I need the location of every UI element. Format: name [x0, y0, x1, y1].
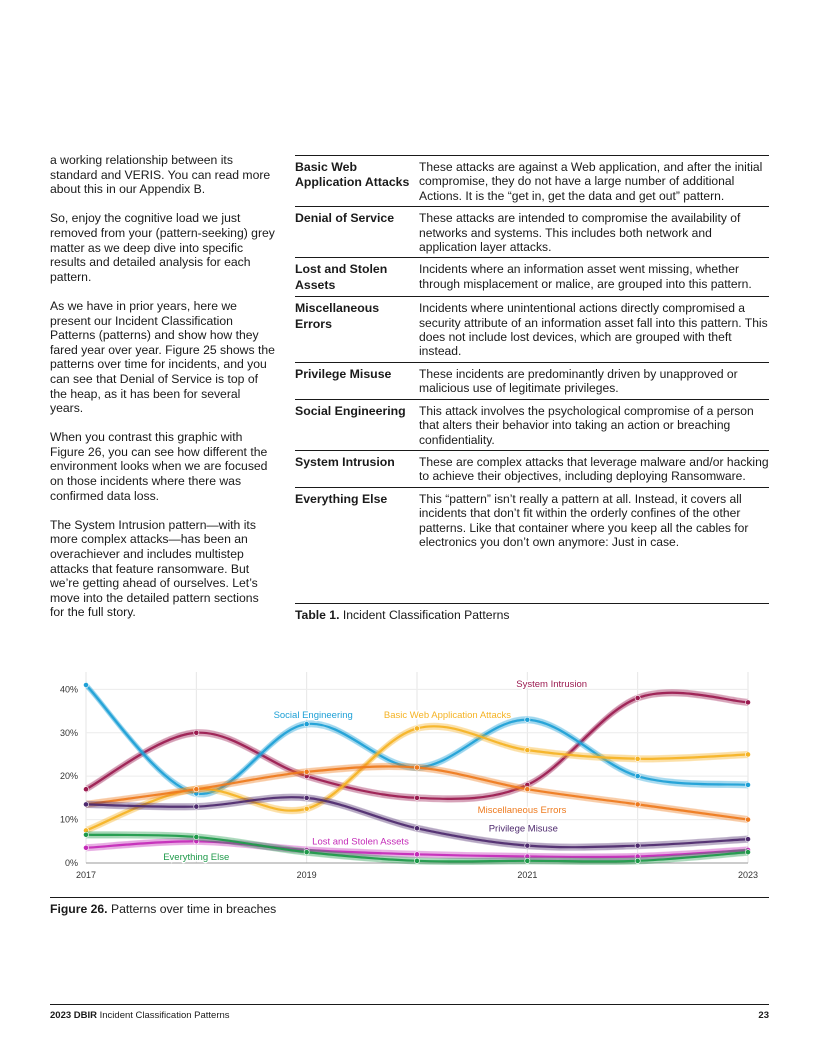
table-caption-text: Incident Classification Patterns: [339, 608, 510, 622]
data-point: [745, 700, 750, 705]
y-tick-label: 10%: [59, 814, 78, 825]
paragraph: The System Intrusion pattern—with its more complex attacks—has been an overachiever and includes multistep attacks that feature ransomware. But we’re getting ahead of ourselves. Let’s move into the detailed pattern sections for the full story.: [50, 517, 259, 620]
data-point: [635, 695, 640, 700]
series-label: Basic Web Application Attacks: [383, 710, 511, 722]
pattern-description: This attack involves the psychological compromise of a person that alters their behavior into taking an action or breaching confidentiality.: [419, 403, 754, 447]
data-point: [414, 795, 419, 800]
data-point: [525, 787, 530, 792]
series-label: Everything Else: [163, 851, 230, 863]
data-point: [635, 858, 640, 863]
pattern-description: These incidents are predominantly driven by unapproved or malicious use of legitimate privileges.: [419, 366, 738, 396]
figure-caption: [50, 897, 769, 916]
classification-table: [295, 155, 769, 565]
data-point: [83, 845, 88, 850]
data-point: [525, 843, 530, 848]
table-row: [295, 156, 769, 207]
pattern-name: Lost and Stolen Assets: [295, 262, 388, 292]
pattern-description: These are complex attacks that leverage malware and/or hacking to achieve their objectives, including deploying Ransomware.: [419, 454, 769, 484]
table-row: [295, 451, 769, 488]
data-point: [194, 834, 199, 839]
footer-section: Incident Classification Patterns: [97, 1010, 230, 1021]
data-point: [194, 730, 199, 735]
table-row: [295, 258, 769, 297]
pattern-description: Incidents where unintentional actions directly compromised a security attribute of an information asset fall into this pattern. This does not include lost devices, which are grouped with theft instead.: [419, 301, 768, 359]
series-label: Miscellaneous Errors: [477, 805, 567, 817]
data-point: [414, 826, 419, 831]
y-tick-label: 20%: [59, 771, 78, 782]
data-point: [414, 852, 419, 857]
data-point: [194, 787, 199, 792]
figure-caption-label: Figure 26.: [50, 902, 108, 916]
x-tick-label: 2023: [737, 870, 759, 880]
data-point: [414, 765, 419, 770]
x-tick-label: 2017: [75, 870, 97, 880]
table-row: [295, 207, 769, 258]
y-tick-label: 0%: [64, 858, 78, 868]
data-point: [304, 806, 309, 811]
patterns-over-time-chart: [40, 666, 770, 898]
pattern-name: System Intrusion: [295, 454, 395, 469]
series-label: Lost and Stolen Assets: [312, 836, 409, 848]
data-point: [304, 769, 309, 774]
y-tick-label: 40%: [59, 684, 78, 695]
data-point: [745, 837, 750, 842]
body-text-column: [50, 153, 275, 635]
pattern-name: Social Engineering: [295, 403, 406, 418]
table-row: [295, 297, 769, 363]
data-point: [635, 843, 640, 848]
data-point: [745, 752, 750, 757]
data-point: [83, 802, 88, 807]
table-row: [295, 400, 769, 451]
data-point: [525, 717, 530, 722]
footer-title: [50, 1010, 230, 1021]
pattern-description: This “pattern” isn’t really a pattern at all. Instead, it covers all incidents that don’t fit within the orderly confines of the other patterns. Like that container where you keep all the cables for electronics you don’t own anymore: Just in case.: [419, 491, 749, 549]
data-point: [635, 756, 640, 761]
series-label: Privilege Misuse: [488, 823, 558, 835]
series-label: System Intrusion: [516, 678, 588, 690]
table-row: [295, 488, 769, 566]
data-point: [635, 774, 640, 779]
pattern-description: These attacks are intended to compromise the availability of networks and systems. This includes both network and application layer attacks.: [419, 211, 741, 255]
pattern-description: Incidents where an information asset went missing, whether through misplacement or malice, are grouped into this pattern.: [419, 262, 752, 291]
data-point: [745, 850, 750, 855]
paragraph: As we have in prior years, here we present our Incident Classification Patterns (patterns) and show how they fared year over year. Figure 25 shows the patterns over time for incidents, and you can see that Denial of Service is top of the heap, as it has been for several years.: [50, 298, 275, 416]
paragraph: When you contrast this graphic with Figure 26, you can see how different the environment looks when we are focused on those incidents where there was confirmed data loss.: [50, 430, 268, 503]
data-point: [745, 817, 750, 822]
paragraph: a working relationship between its standard and VERIS. You can read more about this in our Appendix B.: [50, 153, 271, 197]
table-row: [295, 363, 769, 400]
data-point: [304, 721, 309, 726]
data-point: [194, 804, 199, 809]
pattern-name: Miscellaneous Errors: [295, 301, 380, 331]
pattern-name: Basic Web Application Attacks: [295, 160, 410, 190]
page-number: 23: [758, 1010, 769, 1021]
pattern-name: Everything Else: [295, 491, 388, 506]
pattern-name: Privilege Misuse: [295, 366, 392, 381]
data-point: [414, 858, 419, 863]
data-point: [414, 726, 419, 731]
data-point: [525, 858, 530, 863]
data-point: [304, 795, 309, 800]
figure-caption-text: Patterns over time in breaches: [107, 902, 277, 916]
series-label: Social Engineering: [273, 710, 353, 722]
table-caption: [295, 603, 769, 622]
data-point: [304, 850, 309, 855]
data-point: [83, 787, 88, 792]
table-caption-label: Table 1.: [295, 608, 340, 622]
data-point: [635, 802, 640, 807]
pattern-name: Denial of Service: [295, 211, 395, 226]
footer-brand: 2023 DBIR: [50, 1010, 97, 1021]
paragraph: So, enjoy the cognitive load we just removed from your (pattern-seeking) grey matter as we deep dive into specific results and detailed analysis for each pattern.: [50, 211, 275, 284]
page-footer: [50, 1004, 769, 1021]
pattern-description: These attacks are against a Web application, and after the initial compromise, they do not have a large number of additional Actions. It is the “get in, get the data and get out” pattern.: [419, 160, 763, 203]
data-point: [83, 832, 88, 837]
data-point: [83, 682, 88, 687]
x-tick-label: 2021: [517, 870, 538, 880]
data-point: [745, 782, 750, 787]
x-tick-label: 2019: [296, 870, 317, 880]
data-point: [525, 748, 530, 753]
y-tick-label: 30%: [59, 727, 78, 738]
